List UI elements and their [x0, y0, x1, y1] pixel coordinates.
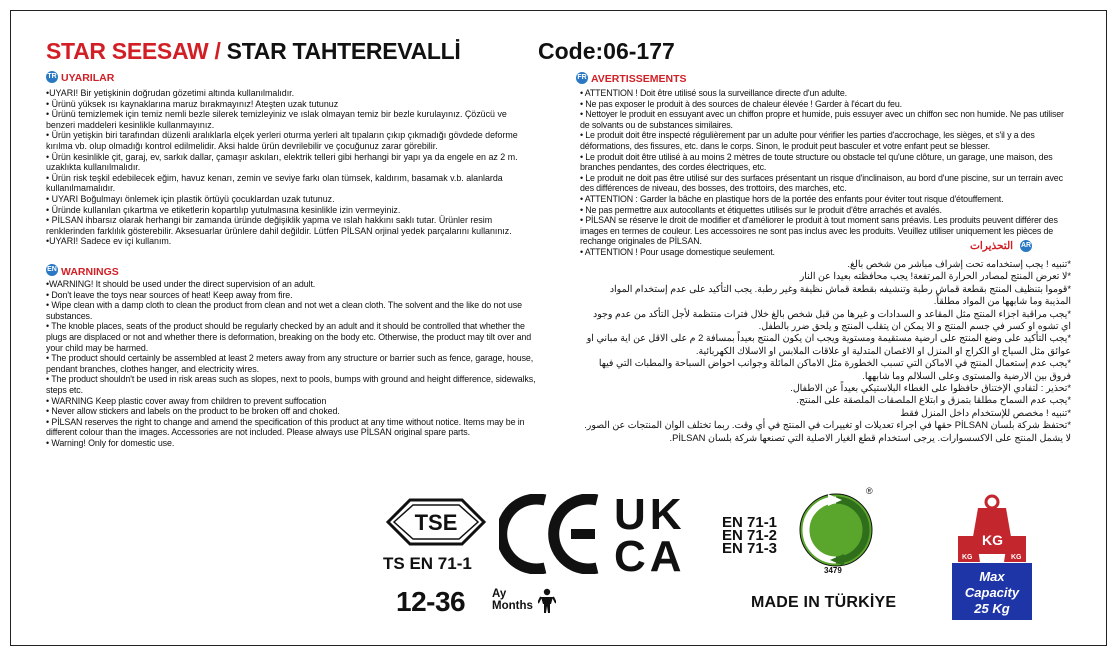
tse-logo: [384, 496, 488, 548]
green-dot-number: 3479: [824, 566, 842, 575]
title-turkish: STAR TAHTEREVALLİ: [220, 38, 461, 64]
weight-kg-left: KG: [962, 554, 973, 561]
product-title: [46, 38, 461, 65]
en-language-badge: EN: [46, 264, 58, 276]
en-standards-list: EN 71-1 EN 71-2 EN 71-3: [722, 514, 778, 557]
age-unit: [492, 588, 533, 612]
ce-mark-icon: [499, 494, 603, 574]
ar-language-badge: AR: [1020, 240, 1032, 252]
ukca-bottom-text: CA: [614, 532, 686, 581]
registered-mark: ®: [866, 486, 873, 496]
made-in-label: MADE IN TÜRKİYE: [751, 594, 897, 611]
age-unit-tr: Ay: [492, 588, 507, 600]
fr-language-badge: FR: [576, 72, 588, 84]
fr-warnings-text: • ATTENTION ! Doit être utilisé sous la surveillance directe d'un adulte. • Ne pas exposer le produit à des sources de chaleur élevée ! Garder à l'écart du feu. • Nettoyer le produit en essuyant avec un chiffon propre et humide, puis essuyer avec un chiffon sec non humide. Ne pas utiliser de solvants ou de substances similaires. • Le produit doit être inspecté régulièrement par un adulte pour vérifier les parties d'accrochage, les sièges, et s'il y a des déformations, des fissures, etc. dans le corps. Sinon, le produit peut basculer et votre enfant peut se blesser. • Le produit doit être utilisé à au moins 2 mètres de toute structure ou obstacle tel qu'une clôture, un garage, une maison, des branches pendantes, des cordes électriques, etc. • Le produit ne doit pas être utilisé sur des surfaces présentant un risque d'inclinaison, au bord d'une piscine, sur un terrain avec des différences de niveau, des bosses, des trottoirs, des marches, etc. • ATTENTION : Garder la bâche en plastique hors de la portée des enfants pour éviter tout risque d'étouffement. • Ne pas permettre aux autocollants et étiquettes utilisés sur le produit d'être arrachés et avalés. • PİLSAN se réserve le droit de modifier et d'améliorer le produit à tout moment sans préavis. Les produits peuvent différer des images en termes de couleur. Les accessoires ne sont pas inclus avec les produits. Veuillez utiliser uniquement les pièces de rechange originales de PİLSAN. • ATTENTION ! Pour usage domestique seulement.: [580, 88, 1064, 257]
fr-heading: AVERTISSEMENTS: [591, 73, 687, 85]
age-unit-en: Months: [492, 600, 533, 612]
product-code: Code:06-177: [538, 38, 675, 64]
capacity-value: 25 Kg: [974, 601, 1010, 616]
child-icon: [538, 588, 556, 614]
max-capacity-box: [952, 563, 1032, 620]
capacity-label: Max Capacity: [964, 569, 1020, 600]
ukca-top-text: UK: [614, 490, 686, 539]
tr-warnings-text: •UYARI! Bir yetişkinin doğrudan gözetimi altında kullanılmalıdır. • Ürünü yüksek ısı kaynaklarına maruz bırakmayınız! Ateşten uzak tutunuz • Ürünü temizlemek için temiz nemli bezle silerek temizleyiniz ve ıslak olmayan temiz bir bezle kurulayınız. Çözücü ve benzeri maddeleri kesinlikle kullanmayınız. • Ürün yetişkin biri tarafından düzenli aralıklarla elçek yerleri oturma yerleri alt tıpaların çıkıp çıkmadığı gövdede deforme kırılma vb. olup olmadığı kontrol edilmelidir. Aksi halde ürün devrilebilir ve çocuğunuz zarar görebilir. • Ürün kesinlikle çit, garaj, ev, sarkık dallar, çamaşır askıları, elektrik telleri gibi herhangi bir yapı ya da engele en az 2 m. uzaklıkta kullanılmalıdır. • Ürün risk teşkil edebilecek eğim, havuz kenarı, zemin ve seviye farkı olan tümsek, kaldırım, basamak v.b. alanlarda kullanılmamalıdır. • UYARI Boğulmayı önlemek için plastik örtüyü çocuklardan uzak tutunuz. • Üründe kullanılan çıkartma ve etiketlerin kopartılıp yutulmasına kesinlikle izin vermeyiniz. • PİLSAN ihbarsız olarak herhangi bir zamanda üründe değişiklik yapma ve ıslah hakkını saklı tutar. Ürünler resim renklerinden farklılık gösterebilir. Aksesuarlar ürünlere dahil değildir. Lütfen PİLSAN orjinal yedek parçalarını kullanınız. •UYARI! Sadece ev içi kullanım.: [46, 88, 518, 247]
green-dot-recycling-icon: [798, 490, 878, 570]
ts-standard-label: TS EN 71-1: [383, 554, 472, 573]
ar-warnings-text: *تنبيه ! يجب إستخدامه تحت إشراف مباشر من شخص بالغ. *لا تعرض المنتج لمصادر الحرارة المرتفعة! يجب محافظته بعيدا عن النار *قوموا بتنظيف المنتج بقطعة قماش رطبة وتنشيفه بقطعة قماش نظيفة وغير رطبة. يجب التأكيد على عدم إستخدام المواد المذيبة وما شابهها من المواد مطلقاً. *يجب مراقبة اجزاء المنتج مثل المقاعد و السدادات و غيرها من قبل شخص بالغ خلال فترات منتظمة لأجل التأكد من عدم وجود اي تشوه او كسر في جسم المنتج و الا يمكن ان يتقلب المنتج و يلحق ضرر بالطفل. *يجب التأكيد على وضع المنتج على ارضية مستقيمة ومستوية ويجب ان يكون المنتج بعيداً بمسافة 2 م على الاقل عن اية مباني او عوائق مثل السياج او الكراج او المنزل او الاغصان المتدلية او علاقات الملابس او الاسلاك الكهربائية. *يجب عدم إستعمال المنتج في الاماكن التي تسبب الخطورة مثل الاماكن المائلة وجوانب احواض السباحة والمطبات التي فيها فروق بين الارضية والمستوى وعلى السلالم وما شابهها. *تحذير : لتفادي الإختناق حافظوا على الغطاء البلاستيكي بعيداً عن الاطفال. *يجب عدم السماح مطلقا بتمزق و ابتلاع الملصقات الملصقة على المنتج. *تنبيه ! مخصص للإستخدام داخل المنزل فقط *تحتفظ شركة بلسان PİLSAN حقها في اجراء تعديلات او تغييرات في المنتج في أي وقت. ربما تختلف الوان المنتجات عن الصور. لا يشمل المنتج على الاكسسوارات. يرجى استخدام قطع الغيار الاصلية التي تصنعها شركة بلسان PİLSAN.: [584, 258, 1071, 443]
weight-kg-right: KG: [1011, 554, 1022, 561]
tse-mark-text: TSE: [414, 510, 458, 535]
title-english: STAR SEESAW /: [46, 38, 221, 64]
en-heading: WARNINGS: [61, 266, 119, 278]
age-range: 12-36: [396, 586, 466, 617]
weight-kg-big: KG: [982, 532, 1003, 548]
ar-heading: التحذيرات: [970, 240, 1014, 252]
tr-heading: UYARILAR: [61, 72, 115, 84]
ukca-mark: [614, 490, 696, 581]
tr-language-badge: TR: [46, 71, 58, 83]
en-warnings-text: •WARNING! It should be used under the direct supervision of an adult. • Don't leave the toys near sources of heat! Keep away from fire. • Wipe clean with a damp cloth to clean the product from clean and not wet a clean cloth. The solvent and the like do not use substances. • The knoble places, seats of the product should be regularly checked by an adult and it should be controlled that whether the plugs are displaced or not and whether there is deformation, breaking on the body etc. Otherwise, the product may tilt over and your child may be harmed. • The product should certainly be assembled at least 2 meters away from any structure or barrier such as fence, garage, house, pendant branches, clothes hanger, and electricity wires. • The product shouldn't be used in risk areas such as slopes, next to pools, bumps with ground and height difference, sidewalks, steps etc. • WARNING Keep plastic cover away from children to prevent suffocation • Never allow stickers and labels on the product to be broken off and choked. • PİLSAN reserves the right to change and amend the specification of this product at any time without notice. Items may be in different colour than the images. Accessories are not included. Please always use PİLSAN original spare parts. • Warning! Only for domestic use.: [46, 279, 536, 448]
